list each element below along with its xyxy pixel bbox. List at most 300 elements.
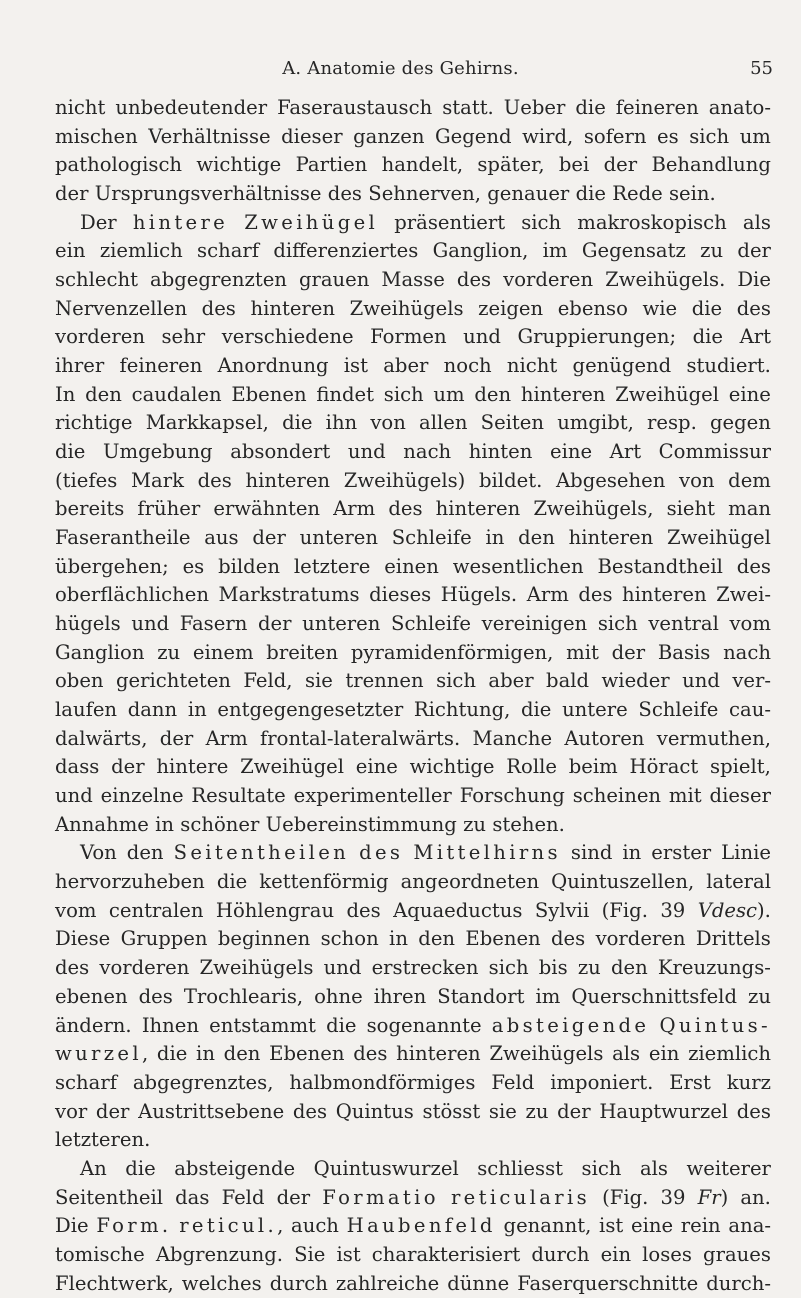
word: trennen bbox=[345, 669, 424, 693]
text-line bbox=[55, 639, 771, 668]
word: zeigen bbox=[478, 296, 544, 320]
word: und bbox=[131, 612, 170, 636]
word: Seitentheil bbox=[55, 1185, 163, 1209]
word: der bbox=[111, 755, 145, 779]
spaced-emphasis: wurzel bbox=[55, 1042, 142, 1066]
word: beim bbox=[568, 755, 618, 779]
text-line bbox=[55, 438, 771, 467]
word: sich bbox=[488, 956, 529, 980]
word: des bbox=[346, 898, 381, 922]
word: graues bbox=[703, 1242, 771, 1266]
word: die bbox=[55, 440, 86, 464]
word: Partien bbox=[295, 153, 368, 177]
word: vermuthen, bbox=[656, 726, 771, 750]
word: vorderen bbox=[55, 325, 145, 349]
word: (Fig. bbox=[602, 1185, 649, 1209]
italic-figure-ref: Vdesc bbox=[697, 898, 758, 922]
word: des bbox=[55, 956, 90, 980]
spaced-emphasis: Haubenfeld bbox=[346, 1214, 496, 1238]
word: Gruppierungen; bbox=[517, 325, 677, 349]
body-text bbox=[55, 94, 771, 1298]
word: grauen bbox=[298, 268, 370, 292]
text-line bbox=[55, 495, 771, 524]
word: handelt, bbox=[381, 153, 464, 177]
word: Sehnerven, bbox=[368, 182, 481, 206]
word: pyramidenförmigen, bbox=[350, 640, 554, 664]
word: Linie bbox=[721, 841, 771, 865]
word: unteren bbox=[299, 526, 378, 550]
word: später, bbox=[477, 153, 545, 177]
word: durch bbox=[531, 1242, 590, 1266]
text-line bbox=[55, 1040, 771, 1069]
word: Die bbox=[737, 268, 771, 292]
word: bald bbox=[546, 669, 590, 693]
word: abgegrenztes, bbox=[132, 1070, 274, 1094]
word: Manche bbox=[472, 726, 553, 750]
text-line bbox=[55, 237, 771, 266]
word: die bbox=[156, 1042, 188, 1066]
word: Die bbox=[55, 1214, 89, 1238]
word bbox=[347, 1212, 496, 1241]
word: schliesst bbox=[477, 1156, 563, 1180]
text-line bbox=[55, 1012, 771, 1041]
word: es bbox=[657, 124, 679, 148]
text-line bbox=[55, 983, 771, 1012]
word: umgibt, bbox=[557, 411, 634, 435]
word: Feld bbox=[221, 1185, 265, 1209]
word: Annahme bbox=[55, 812, 149, 836]
word: Zweihügels, bbox=[533, 497, 654, 521]
word: durch bbox=[269, 1271, 328, 1295]
word: reticul., bbox=[179, 1214, 284, 1238]
page-number: 55 bbox=[750, 58, 773, 79]
word: aus bbox=[204, 526, 239, 550]
text-line bbox=[55, 753, 771, 782]
word: zu bbox=[463, 812, 487, 836]
word: und bbox=[463, 325, 501, 349]
word: die bbox=[691, 296, 723, 320]
word: findet bbox=[316, 382, 375, 406]
text-line bbox=[55, 123, 771, 152]
word: Feld bbox=[491, 1070, 535, 1094]
word: Verhältnisse bbox=[148, 124, 271, 148]
word: die bbox=[575, 96, 606, 119]
word: cau- bbox=[729, 698, 771, 722]
word: die bbox=[692, 325, 724, 349]
running-head bbox=[0, 58, 801, 82]
word: auch bbox=[291, 1214, 339, 1238]
word: wie bbox=[642, 296, 678, 320]
word: Gruppen bbox=[120, 927, 208, 951]
word: ein bbox=[600, 1242, 632, 1266]
word: sich bbox=[689, 124, 730, 148]
word: hinteren bbox=[245, 468, 331, 492]
spaced-emphasis: reticul. bbox=[179, 1214, 278, 1238]
word: allen bbox=[419, 411, 468, 435]
word: Uebereinstimmung bbox=[265, 812, 457, 836]
word: letzteren. bbox=[55, 1128, 151, 1152]
word: vor bbox=[55, 1099, 88, 1123]
word: sich bbox=[597, 612, 638, 636]
word: Zweihügels. bbox=[605, 268, 726, 292]
spaced-emphasis: hintere bbox=[132, 210, 229, 234]
word: ihn bbox=[325, 411, 358, 435]
word: ändern. bbox=[55, 1013, 132, 1037]
word: studiert. bbox=[686, 354, 771, 378]
word: Faserquerschnitte bbox=[517, 1271, 699, 1295]
spaced-emphasis: Mittelhirns bbox=[413, 841, 561, 865]
word: als bbox=[612, 1042, 641, 1066]
word: vom bbox=[729, 612, 771, 636]
word: Ursprungsverhältnisse bbox=[94, 182, 322, 206]
word: mit bbox=[668, 784, 702, 808]
word: in bbox=[155, 812, 175, 836]
word: In bbox=[55, 382, 76, 406]
word: des bbox=[138, 984, 173, 1008]
text-line bbox=[55, 209, 771, 238]
word: wurzel, bbox=[55, 1042, 149, 1066]
word: hinteren bbox=[250, 296, 336, 320]
word: es bbox=[182, 554, 205, 578]
word: wesentlichen bbox=[452, 554, 584, 578]
word: absteigende bbox=[174, 1156, 296, 1180]
word: Abgesehen bbox=[556, 468, 666, 492]
word: des bbox=[197, 468, 232, 492]
word: dieser bbox=[709, 784, 771, 808]
word: Rolle bbox=[506, 755, 557, 779]
word bbox=[413, 839, 561, 868]
word: im bbox=[542, 239, 568, 263]
word: des bbox=[736, 1099, 771, 1123]
word: abgegrenzten bbox=[150, 268, 287, 292]
word: dalwärts, bbox=[55, 726, 148, 750]
word: des bbox=[292, 1099, 328, 1123]
word: sie bbox=[304, 669, 333, 693]
word: bilden bbox=[218, 554, 280, 578]
word: Schleife bbox=[638, 698, 719, 722]
word: unbedeutender bbox=[115, 96, 268, 119]
word: Bestandtheil bbox=[597, 554, 723, 578]
word: Commissur bbox=[658, 440, 771, 464]
word: als bbox=[742, 210, 771, 234]
word: einen bbox=[384, 554, 439, 578]
word: Arm bbox=[333, 497, 376, 521]
word: der bbox=[611, 640, 646, 664]
word: den bbox=[518, 526, 555, 550]
word: beginnen bbox=[217, 927, 311, 951]
spaced-emphasis: des bbox=[359, 841, 404, 865]
word: der bbox=[55, 182, 89, 206]
word: Ganglion bbox=[55, 640, 145, 664]
word: ist bbox=[599, 1214, 624, 1238]
word: der bbox=[159, 726, 194, 750]
word: der bbox=[95, 1099, 130, 1123]
text-line bbox=[55, 524, 771, 553]
text-line bbox=[55, 1212, 771, 1241]
word: eine bbox=[630, 1214, 674, 1238]
word: dem bbox=[728, 468, 771, 492]
word: bildet. bbox=[479, 468, 543, 492]
word: (tiefes bbox=[55, 468, 118, 492]
word: gegen bbox=[709, 411, 771, 435]
word: des bbox=[327, 182, 362, 206]
word: statt. bbox=[442, 96, 494, 119]
word: Zweihügels) bbox=[343, 468, 466, 492]
word: erwähnten bbox=[213, 497, 321, 521]
word: charakterisiert bbox=[371, 1242, 521, 1266]
word: Faserantheile bbox=[55, 526, 191, 550]
word: von bbox=[679, 468, 715, 492]
word: sich bbox=[436, 669, 476, 693]
word: einzelne bbox=[100, 784, 184, 808]
word: Behandlung bbox=[651, 153, 771, 177]
word: sogenannte bbox=[366, 1013, 482, 1037]
word: vereinigen bbox=[481, 612, 588, 636]
word: noch bbox=[443, 354, 492, 378]
word: sieht bbox=[666, 497, 716, 521]
word: vorderen bbox=[595, 927, 686, 951]
word: feineren bbox=[119, 354, 203, 378]
word: des bbox=[353, 1042, 388, 1066]
word: schlecht bbox=[55, 268, 138, 292]
word: der bbox=[603, 153, 638, 177]
word: im bbox=[535, 984, 561, 1008]
word: hintere bbox=[156, 755, 229, 779]
word: Autoren bbox=[564, 726, 645, 750]
word: richtige bbox=[55, 411, 133, 435]
word: Zweihügel bbox=[615, 382, 720, 406]
word: den bbox=[418, 927, 456, 951]
word: Vdesc). bbox=[697, 898, 771, 922]
word: der bbox=[252, 526, 286, 550]
word: kurz bbox=[726, 1070, 771, 1094]
word: oberflächlichen bbox=[55, 583, 209, 607]
word: makroskopisch bbox=[577, 210, 727, 234]
word: Rede bbox=[612, 182, 663, 206]
word bbox=[660, 1012, 771, 1041]
word: ihren bbox=[373, 984, 427, 1008]
word: dünne bbox=[447, 1271, 510, 1295]
text-line bbox=[55, 1241, 771, 1270]
word: der bbox=[257, 612, 292, 636]
word: (Fig. bbox=[601, 898, 648, 922]
spaced-emphasis: Quintus- bbox=[659, 1013, 771, 1037]
text-line bbox=[55, 1270, 771, 1298]
word: und bbox=[682, 669, 720, 693]
word: Feld, bbox=[243, 669, 293, 693]
word: Zweihügel bbox=[240, 755, 344, 779]
word: 39 bbox=[660, 898, 686, 922]
word: hinteren bbox=[622, 583, 707, 607]
word: Umgebung bbox=[103, 440, 213, 464]
word: vorderen bbox=[503, 268, 594, 292]
word: nicht bbox=[55, 96, 106, 119]
word: scheinen bbox=[572, 784, 662, 808]
word: entgegengesetzter bbox=[217, 698, 404, 722]
word: Arm bbox=[205, 726, 248, 750]
text-line bbox=[55, 696, 771, 725]
word: ihrer bbox=[55, 354, 105, 378]
word: erster bbox=[651, 841, 712, 865]
word: Diese bbox=[55, 927, 111, 951]
word: der bbox=[276, 1185, 311, 1209]
spaced-emphasis: reticularis bbox=[450, 1185, 590, 1209]
word: Forschung bbox=[459, 784, 565, 808]
word: ein bbox=[55, 239, 86, 263]
word bbox=[322, 1184, 439, 1213]
word: Kreuzungs- bbox=[657, 956, 771, 980]
word: kettenförmig bbox=[259, 870, 389, 894]
text-line bbox=[55, 1184, 771, 1213]
word: als bbox=[639, 1156, 668, 1180]
word: An bbox=[80, 1156, 107, 1180]
text-line bbox=[55, 467, 771, 496]
word: lateral bbox=[706, 870, 771, 894]
word: hügels bbox=[55, 612, 121, 636]
word: der bbox=[557, 1099, 591, 1123]
word: laufen bbox=[55, 698, 118, 722]
word: gerichteten bbox=[116, 669, 231, 693]
word: pathologisch bbox=[55, 153, 183, 177]
spaced-emphasis: Formatio bbox=[322, 1185, 439, 1209]
word: wird, bbox=[522, 124, 574, 148]
word: und bbox=[55, 784, 93, 808]
word: Höract bbox=[629, 755, 699, 779]
word: wieder bbox=[601, 669, 670, 693]
word: ebenen bbox=[55, 984, 128, 1008]
word: breiten bbox=[266, 640, 339, 664]
text-line bbox=[55, 954, 771, 983]
word: an. bbox=[740, 1185, 771, 1209]
word: frontal-lateralwärts. bbox=[260, 726, 461, 750]
word: Sylvii bbox=[534, 898, 590, 922]
word: weiterer bbox=[686, 1156, 771, 1180]
word: Ganglion, bbox=[432, 239, 529, 263]
word: Basis bbox=[657, 640, 711, 664]
word: Quintuswurzel bbox=[313, 1156, 459, 1180]
word: ebenso bbox=[557, 296, 628, 320]
word bbox=[244, 209, 378, 238]
word: aber bbox=[383, 354, 429, 378]
word: Schleife bbox=[391, 612, 472, 636]
word: nach bbox=[723, 640, 771, 664]
word: nach bbox=[403, 440, 452, 464]
word: hervorzuheben bbox=[55, 870, 205, 894]
word: wichtige bbox=[409, 755, 495, 779]
word: feineren bbox=[615, 96, 699, 119]
word: sofern bbox=[583, 124, 647, 148]
word: ziemlich bbox=[688, 1042, 771, 1066]
word: einem bbox=[192, 640, 254, 664]
word: hinteren bbox=[568, 526, 654, 550]
word: Arm bbox=[526, 583, 569, 607]
word: genauer bbox=[487, 182, 570, 206]
word: die bbox=[521, 698, 552, 722]
word: ver- bbox=[732, 669, 771, 693]
word: Drittels bbox=[695, 927, 771, 951]
text-line bbox=[55, 295, 771, 324]
word: Von bbox=[80, 841, 117, 865]
word: Markstratums bbox=[218, 583, 360, 607]
word: Resultate bbox=[191, 784, 286, 808]
word: differenziertes bbox=[273, 239, 419, 263]
word: ein bbox=[648, 1042, 680, 1066]
word: Gegensatz bbox=[581, 239, 686, 263]
word: Ebenen bbox=[231, 382, 307, 406]
word: loses bbox=[642, 1242, 692, 1266]
word: zu bbox=[700, 239, 724, 263]
word: ziemlich bbox=[99, 239, 183, 263]
word: zu bbox=[525, 1099, 549, 1123]
word: Schleife bbox=[391, 526, 472, 550]
word: Nervenzellen bbox=[55, 296, 188, 320]
word: um bbox=[739, 124, 771, 148]
word: bis bbox=[538, 956, 568, 980]
word: Hügels. bbox=[440, 583, 518, 607]
word: den bbox=[474, 382, 512, 406]
word: Querschnittsfeld bbox=[571, 984, 737, 1008]
text-line bbox=[55, 266, 771, 295]
word: durch- bbox=[706, 1271, 771, 1295]
word: stehen. bbox=[492, 812, 565, 836]
word: Formen bbox=[370, 325, 447, 349]
word: sich bbox=[383, 382, 424, 406]
word: wichtige bbox=[196, 153, 282, 177]
word: ana- bbox=[728, 1214, 771, 1238]
word: Sie bbox=[294, 1242, 326, 1266]
word: aber bbox=[488, 669, 534, 693]
spaced-emphasis: absteigende bbox=[491, 1013, 650, 1037]
text-line bbox=[55, 323, 771, 352]
text-line bbox=[55, 1098, 771, 1127]
word: letztere bbox=[293, 554, 371, 578]
word: sein. bbox=[669, 182, 716, 206]
word: anato- bbox=[708, 96, 771, 119]
word: centralen bbox=[108, 898, 204, 922]
text-line bbox=[55, 839, 771, 868]
word: erstrecken bbox=[371, 956, 479, 980]
word: nicht bbox=[506, 354, 558, 378]
word: eine bbox=[728, 382, 771, 406]
word: Austrittsebene bbox=[138, 1099, 285, 1123]
text-line bbox=[55, 610, 771, 639]
word: unteren bbox=[302, 612, 381, 636]
word: hinteren bbox=[520, 382, 606, 406]
word: Fr) bbox=[697, 1185, 729, 1209]
text-line bbox=[55, 581, 771, 610]
word: um bbox=[433, 382, 465, 406]
word: mischen bbox=[55, 124, 138, 148]
word: in bbox=[485, 526, 505, 550]
word: sie bbox=[488, 1099, 517, 1123]
word: sich bbox=[581, 1156, 622, 1180]
word: von bbox=[370, 411, 406, 435]
word: des bbox=[736, 296, 771, 320]
word: Quintuszellen, bbox=[551, 870, 695, 894]
word: Ebenen bbox=[465, 927, 541, 951]
word: früher bbox=[137, 497, 201, 521]
word: Zweihügel bbox=[667, 526, 771, 550]
word: scharf bbox=[55, 1070, 117, 1094]
spaced-emphasis: Zweihügel bbox=[244, 210, 379, 234]
text-line bbox=[55, 352, 771, 381]
word: Höhlengrau bbox=[215, 898, 335, 922]
word: und bbox=[323, 956, 362, 980]
word: Ueber bbox=[503, 96, 566, 119]
text-line bbox=[55, 868, 771, 897]
text-line bbox=[55, 667, 771, 696]
word: scharf bbox=[197, 239, 259, 263]
